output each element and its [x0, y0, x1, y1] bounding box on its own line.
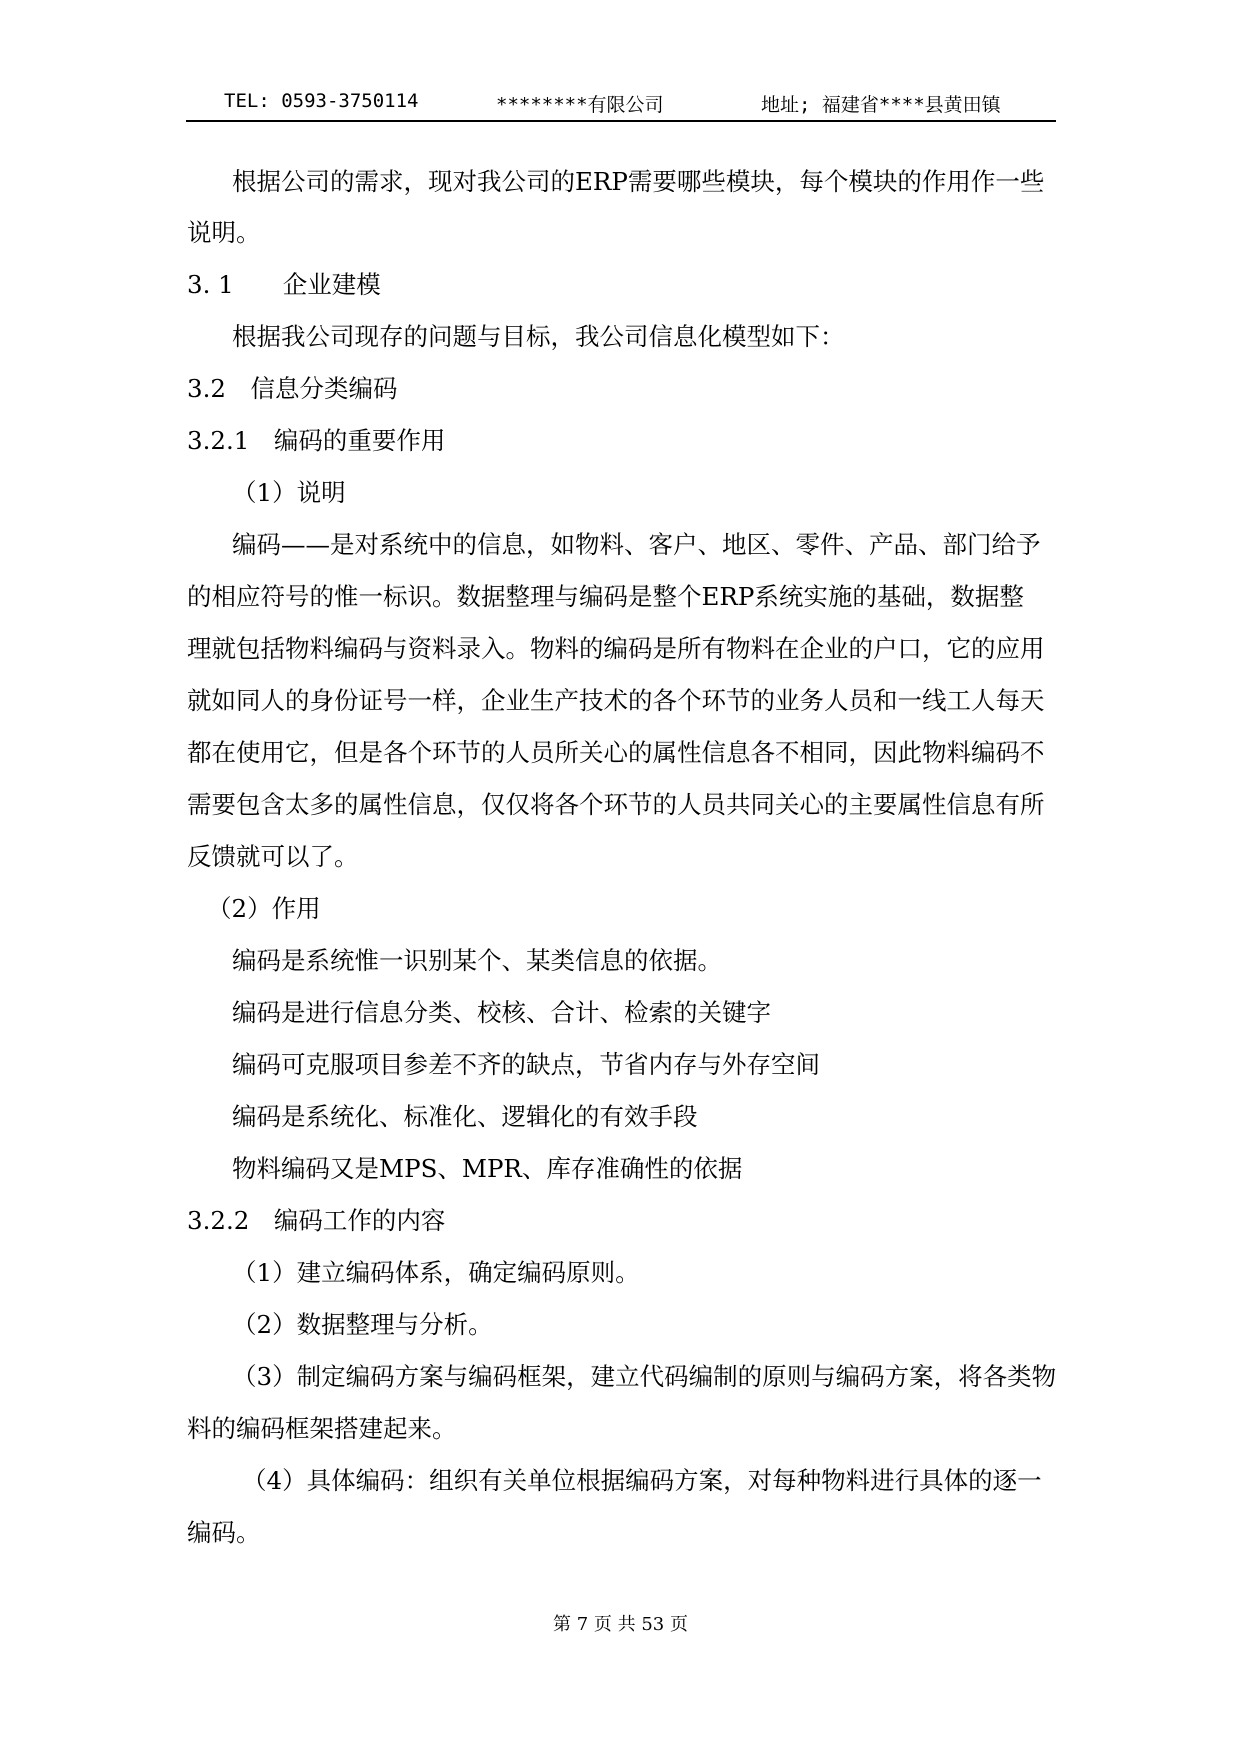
work-item: （3）制定编码方案与编码框架，建立代码编制的原则与编码方案，将各类物 [232, 1362, 1057, 1391]
page-number: 第 7 页 共 53 页 [553, 1614, 688, 1635]
paragraph-coding-line: 反馈就可以了。 [187, 842, 359, 871]
work-item: （1）建立编码体系，确定编码原则。 [232, 1258, 640, 1287]
work-item-cont: 编码。 [187, 1518, 261, 1547]
paragraph-coding-line: 编码——是对系统中的信息，如物料、客户、地区、零件、产品、部门给予 [232, 530, 1041, 559]
header-phone: TEL: 0593-3750114 [224, 90, 419, 112]
paragraph-coding-line: 理就包括物料编码与资料录入。物料的编码是所有物料在企业的户口，它的应用 [187, 634, 1045, 663]
page-header [186, 86, 1056, 122]
header-address: 地址; 福建省****县黄田镇 [761, 94, 1001, 116]
paragraph-intro: 根据公司的需求，现对我公司的ERP需要哪些模块，每个模块的作用作一些 [232, 167, 1045, 196]
work-item-cont: 料的编码框架搭建起来。 [187, 1414, 457, 1443]
subheading-explanation: （1）说明 [232, 478, 346, 507]
paragraph-intro-cont: 说明。 [187, 218, 261, 247]
function-item: 编码是进行信息分类、校核、合计、检索的关键字 [232, 998, 771, 1027]
paragraph-coding-line: 都在使用它，但是各个环节的人员所关心的属性信息各不相同，因此物料编码不 [187, 738, 1045, 767]
paragraph-model: 根据我公司现存的问题与目标，我公司信息化模型如下： [232, 322, 845, 351]
paragraph-coding-line: 需要包含太多的属性信息，仅仅将各个环节的人员共同关心的主要属性信息有所 [187, 790, 1045, 819]
function-item: 编码是系统惟一识别某个、某类信息的依据。 [232, 946, 722, 975]
paragraph-coding-line: 就如同人的身份证号一样，企业生产技术的各个环节的业务人员和一线工人每天 [187, 686, 1045, 715]
subheading-function: （2）作用 [207, 894, 321, 923]
function-item: 编码是系统化、标准化、逻辑化的有效手段 [232, 1102, 698, 1131]
work-item: （4）具体编码：组织有关单位根据编码方案，对每种物料进行具体的逐一 [242, 1466, 1042, 1495]
section-heading-3-2: 3.2 信息分类编码 [187, 374, 398, 403]
paragraph-coding-line: 的相应符号的惟一标识。数据整理与编码是整个ERP系统实施的基础，数据整 [187, 582, 1024, 611]
work-item: （2）数据整理与分析。 [232, 1310, 493, 1339]
function-item: 编码可克服项目参差不齐的缺点，节省内存与外存空间 [232, 1050, 820, 1079]
section-heading-3-2-2: 3.2.2 编码工作的内容 [187, 1206, 446, 1235]
header-company: ********有限公司 [496, 94, 664, 116]
section-heading-3-2-1: 3.2.1 编码的重要作用 [187, 426, 446, 455]
function-item: 物料编码又是MPS、MPR、库存准确性的依据 [232, 1154, 743, 1183]
section-heading-3-1: 3. 1 企业建模 [187, 270, 381, 299]
